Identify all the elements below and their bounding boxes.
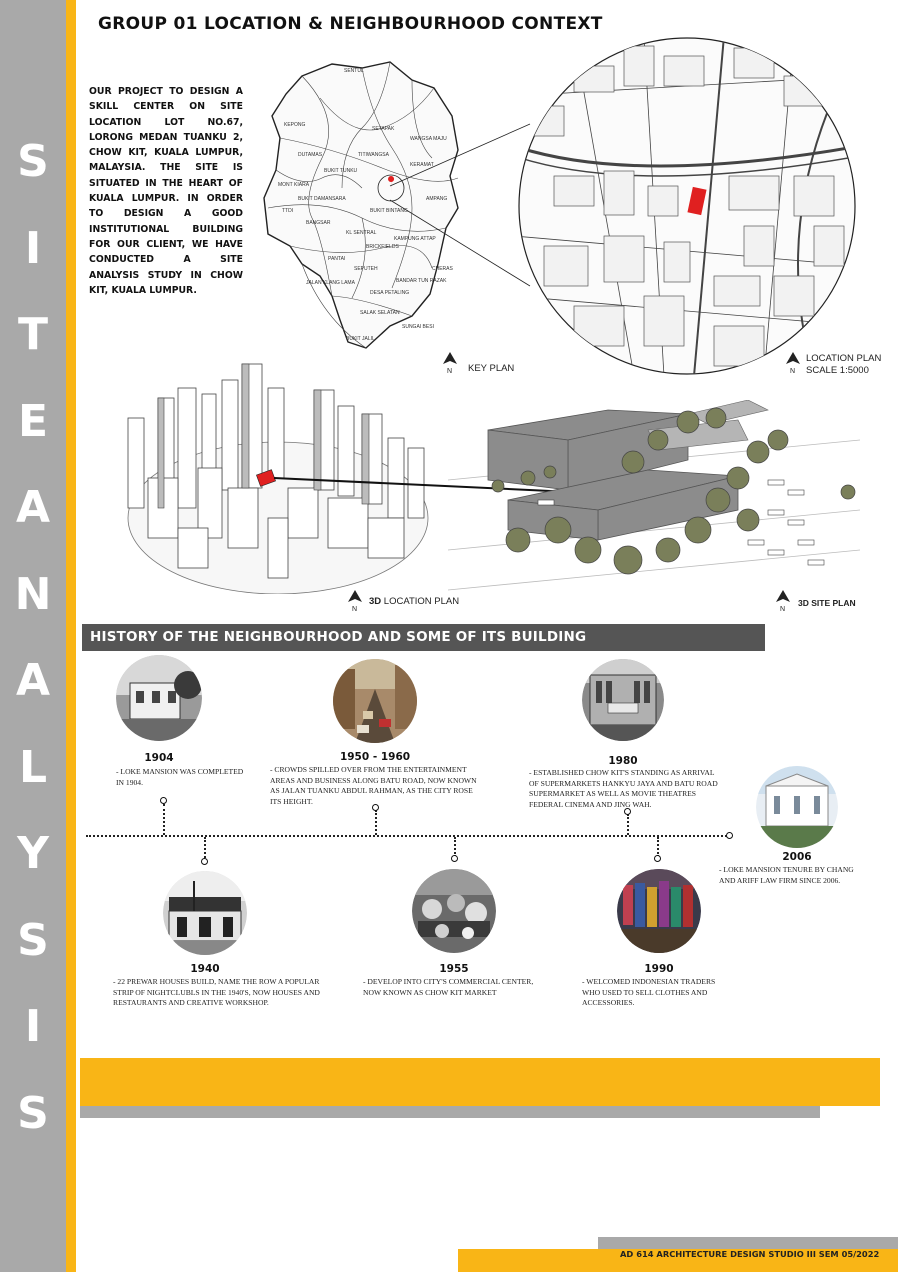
district-label: BANGSAR: [306, 220, 331, 226]
event-description: - WELCOMED INDONESIAN TRADERS WHO USED TO SELL CLOTHES AND ACCESSORIES.: [582, 977, 716, 1007]
event-year: 1950 - 1960: [339, 751, 411, 763]
3d-site-plan-label: 3D SITE PLAN: [798, 598, 856, 608]
district-label: BUKIT DAMANSARA: [298, 196, 346, 202]
side-letter: T: [17, 309, 48, 361]
event-description: - 22 PREWAR HOUSES BUILD, NAME THE ROW A POPULAR STRIP OF NIGHTCLUBLS IN THE 1940'S, NOW HOUSES AND RESTAURANTS AND CREATIVE WORKSHOP.: [113, 977, 320, 1007]
district-label: DUTAMAS: [298, 152, 323, 158]
photo-federal-cinema-1980: [582, 659, 664, 741]
side-letter: N: [14, 568, 52, 620]
timeline-stem: [454, 837, 456, 857]
timeline-stem: [657, 837, 659, 857]
location-plan-scale: SCALE 1:5000: [806, 365, 869, 376]
history-heading-band: [82, 624, 765, 651]
side-letter: S: [17, 914, 49, 966]
north-label: N: [352, 606, 358, 612]
district-label: SEPUTEH: [354, 266, 378, 272]
district-label: WANGSA MAJU: [410, 136, 447, 142]
side-letter: E: [17, 395, 49, 447]
north-label: N: [780, 606, 786, 612]
side-letter: Y: [17, 828, 49, 880]
location-plan-label: LOCATION PLAN: [806, 353, 882, 364]
site-analysis-vertical-title: [0, 136, 66, 1140]
district-label: BUKIT JALIL: [346, 336, 375, 342]
side-letter: I: [24, 1001, 42, 1053]
3d-site-plan-model: [448, 400, 860, 596]
district-label: TTDI: [282, 208, 294, 214]
timeline-dot: [201, 858, 208, 865]
photo-chow-kit-market-1955: [412, 869, 496, 953]
north-label: N: [447, 368, 453, 374]
timeline-dot: [160, 797, 167, 804]
event-year: 1955: [439, 963, 469, 975]
district-label: BRICKFIELDS: [366, 244, 399, 250]
location-plan-map: [514, 36, 860, 376]
timeline-dot: [726, 832, 733, 839]
district-label: DESA PETALING: [370, 290, 410, 296]
photo-prewar-houses-1940: [163, 871, 247, 955]
district-label: SALAK SELATAN: [360, 310, 400, 316]
photo-loke-mansion-1904: [116, 655, 202, 741]
event-description: - ESTABLISHED CHOW KIT'S STANDING AS ARRIVAL OF SUPERMARKETS HANKYU JAYA AND BATU ROAD SUPERMARKET AS WELL AS MOVIE THEATRES FEDERAL CINEMA AND JING WAH.: [529, 768, 718, 809]
timeline-line: [86, 835, 731, 837]
district-label: JALAN KLANG LAMA: [306, 280, 355, 286]
district-label: MONT KIARA: [278, 182, 310, 188]
event-description: - CROWDS SPILLED OVER FROM THE ENTERTAINMENT AREAS AND BUSINESS ALONG BATU ROAD, NOW KNOWN AS JALAN TUANKU ABDUL RAHMAN, AS THE CITY ROSE ITS HEIGHT.: [270, 765, 477, 806]
district-label: BUKIT BINTANG: [370, 208, 408, 214]
history-title: HISTORY OF THE NEIGHBOURHOOD AND SOME OF ITS BUILDING: [90, 629, 587, 645]
side-letter: I: [24, 222, 42, 274]
district-label: PANTAI: [328, 256, 346, 262]
footer-grey-bar: [598, 1237, 898, 1249]
side-letter: S: [17, 136, 49, 187]
timeline-dot: [654, 855, 661, 862]
district-label: BANDAR TUN RAZAK: [396, 278, 447, 284]
district-label: SENTUL: [344, 68, 364, 74]
district-label: KL SENTRAL: [346, 230, 377, 236]
photo-loke-mansion-2006: [756, 766, 838, 848]
intro-paragraph: OUR PROJECT TO DESIGN A SKILL CENTER ON SITE LOCATION LOT NO.67, LORONG MEDAN TUANKU 2, CHOW KIT, KUALA LUMPUR, MALAYSIA. THE SITE IS SITUATED IN THE HEART OF KUALA LUMPUR. IN ORDER TO DESIGN A GOOD INSTITUTIONAL BUILDING FOR OUR CLIENT, WE HAVE CONDUCTED A SITE ANALYSIS STUDY IN CHOW KIT, KUALA LUMPUR.: [89, 86, 243, 296]
footer-course-label: AD 614 ARCHITECTURE DESIGN STUDIO III SEM 05/2022: [620, 1249, 880, 1259]
north-arrow-icon: [346, 590, 364, 612]
event-year: 1980: [608, 755, 638, 767]
bottom-grey-bar: [80, 1106, 820, 1118]
timeline-stem: [163, 804, 165, 835]
bottom-yellow-bar: [80, 1058, 880, 1106]
3d-location-plan-prefix: 3D: [369, 596, 382, 607]
event-description: - DEVELOP INTO CITY'S COMMERCIAL CENTER, NOW KNOWN AS CHOW KIT MARKET: [363, 977, 534, 997]
district-label: KERAMAT: [410, 162, 434, 168]
event-year: 1940: [190, 963, 220, 975]
north-arrow-icon: [774, 590, 792, 612]
district-label: BUKIT TUNKU: [324, 168, 358, 174]
district-label: TITIWANGSA: [358, 152, 389, 158]
3d-location-plan-text: LOCATION PLAN: [383, 596, 460, 607]
side-letter: A: [15, 655, 51, 707]
event-description: - LOKE MANSION TENURE BY CHANG AND ARIFF LAW FIRM SINCE 2006.: [719, 865, 854, 885]
timeline-stem: [375, 810, 377, 835]
photo-batu-road-1950s: [333, 659, 417, 743]
district-label: AMPANG: [426, 196, 448, 202]
timeline-stem: [627, 814, 629, 835]
photo-indonesian-traders-1990: [617, 869, 701, 953]
event-year: 1904: [144, 752, 174, 764]
north-arrow-icon: [784, 352, 802, 374]
district-label: KAMPUNG ATTAP: [394, 236, 436, 242]
district-label: SUNGAI BESI: [402, 324, 434, 330]
district-label: KEPONG: [284, 122, 306, 128]
side-letter: A: [15, 482, 51, 534]
side-yellow-bar: [66, 0, 76, 1272]
page-title: GROUP 01 LOCATION & NEIGHBOURHOOD CONTEXT: [98, 14, 603, 34]
district-label: CHERAS: [432, 266, 453, 272]
event-description: - LOKE MANSION WAS COMPLETED IN 1904.: [116, 767, 244, 787]
event-year: 2006: [782, 851, 812, 863]
key-plan-label: KEY PLAN: [468, 363, 515, 374]
timeline-dot: [451, 855, 458, 862]
side-letter: S: [17, 1087, 49, 1139]
north-arrow-icon: [441, 352, 459, 374]
3d-location-plan-label: [369, 596, 459, 607]
event-year: 1990: [644, 963, 674, 975]
north-label: N: [790, 368, 796, 374]
side-letter: L: [18, 741, 48, 793]
district-label: SETAPAK: [372, 126, 395, 132]
